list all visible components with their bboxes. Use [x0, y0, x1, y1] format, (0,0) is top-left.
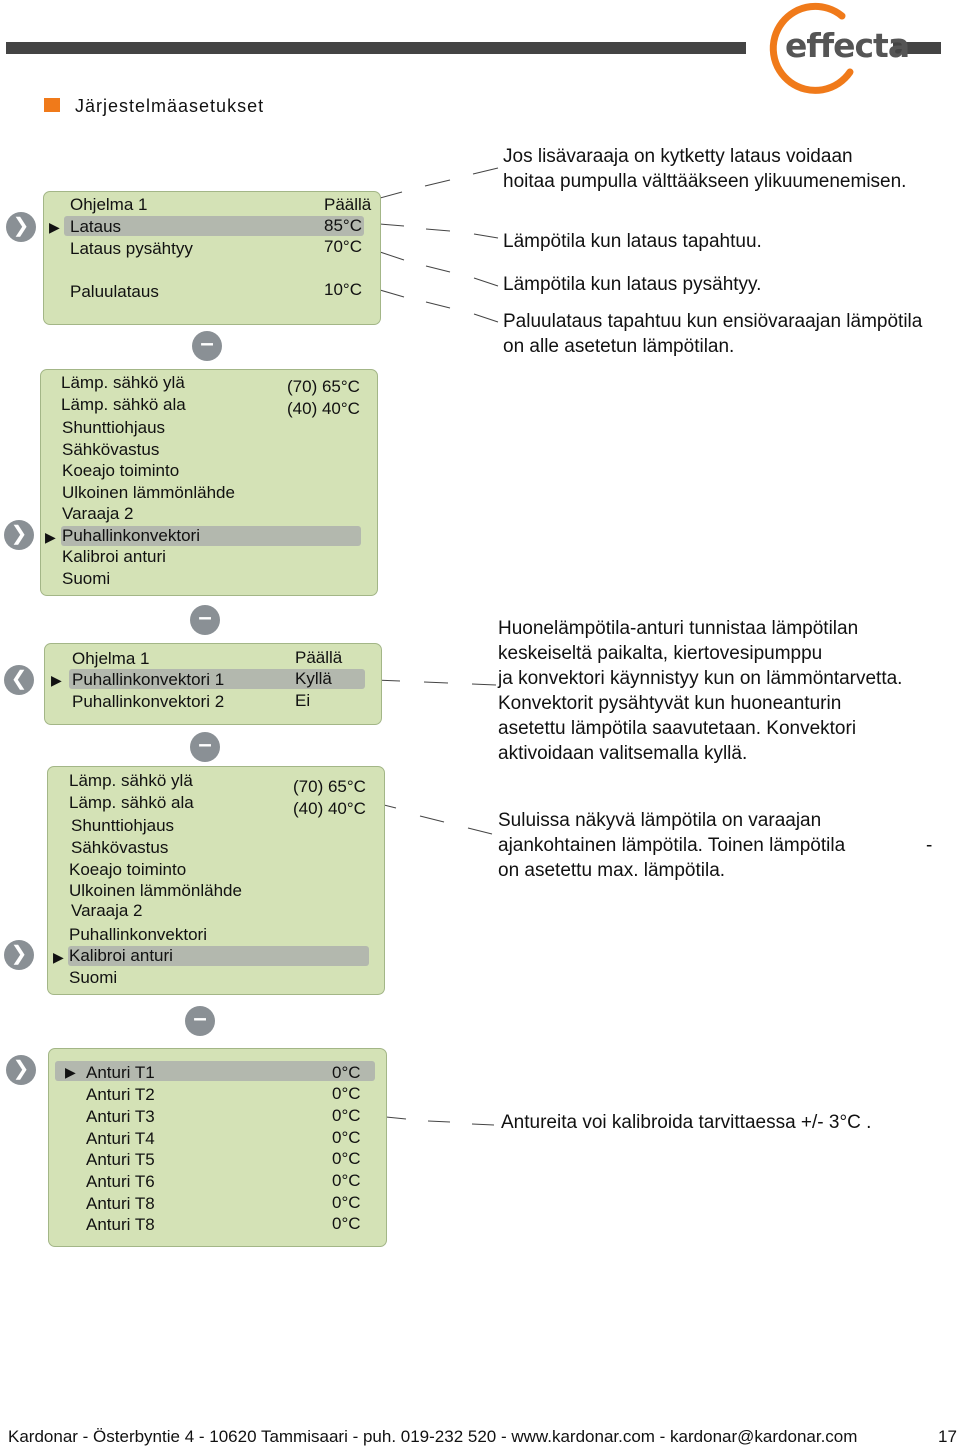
- menu-row-value: Päällä: [295, 648, 343, 667]
- menu-row-value: 0°C: [332, 1193, 361, 1212]
- chevron-right-icon: ❯: [4, 940, 34, 970]
- nav-forward-button[interactable]: [4, 940, 34, 970]
- note-line: aktivoidaan valitsemalla kyllä.: [498, 743, 748, 764]
- menu-row-label[interactable]: Puhallinkonvektori: [69, 925, 207, 944]
- back-button[interactable]: [190, 732, 220, 762]
- menu-row-label[interactable]: Lataus pysähtyy: [70, 239, 193, 258]
- menu-row-label[interactable]: Puhallinkonvektori 1: [72, 670, 225, 689]
- menu-row-value: (70) 65°C: [287, 377, 360, 396]
- note-line: hoitaa pumpulla välttääkseen ylikuumenemisen.: [503, 171, 907, 192]
- menu-row-label[interactable]: Ohjelma 1: [72, 649, 150, 668]
- menu-row-label[interactable]: Kalibroi anturi: [62, 547, 166, 566]
- menu-row-value: (70) 65°C: [293, 777, 366, 796]
- note-line: on alle asetetun lämpötilan.: [503, 336, 735, 357]
- selection-arrow-icon: ▶: [45, 529, 56, 545]
- menu-panel-2: [40, 369, 378, 596]
- menu-row-value: 0°C: [332, 1084, 361, 1103]
- note-aux-heater: [503, 144, 906, 194]
- note-calibrate: Antureita voi kalibroida tarvittaessa +/- 3°C .: [501, 1112, 872, 1133]
- menu-panel-5: [48, 1048, 387, 1247]
- menu-row-label[interactable]: Anturi T8: [86, 1215, 155, 1234]
- menu-row-value: 85°C: [324, 216, 362, 235]
- menu-row-label[interactable]: Anturi T1: [86, 1063, 155, 1082]
- note-charge-stop: Lämpötila kun lataus pysähtyy.: [503, 274, 762, 295]
- menu-row-label[interactable]: Sähkövastus: [71, 838, 169, 857]
- menu-row-label[interactable]: Anturi T6: [86, 1172, 155, 1191]
- menu-row-label[interactable]: Lämp. sähkö ylä: [69, 771, 193, 790]
- menu-row-label[interactable]: Puhallinkonvektori: [62, 526, 200, 545]
- minus-icon: –: [190, 732, 220, 762]
- menu-row-label[interactable]: Lämp. sähkö ylä: [61, 373, 185, 392]
- note-line: Jos lisävaraaja on kytketty lataus voidaan: [503, 146, 853, 167]
- footer-text: Kardonar - Österbyntie 4 - 10620 Tammisaari - puh. 019-232 520 - www.kardonar.com - kardonar@kardonar.com: [8, 1427, 858, 1446]
- menu-row-label[interactable]: Anturi T3: [86, 1107, 155, 1126]
- menu-panel-1: [43, 191, 381, 325]
- note-line: ja konvektori käynnistyy kun on lämmöntarvetta.: [498, 668, 903, 689]
- menu-row-label[interactable]: Anturi T2: [86, 1085, 155, 1104]
- menu-row-label[interactable]: Koeajo toiminto: [62, 461, 180, 480]
- selection-arrow-icon: ▶: [53, 949, 64, 965]
- menu-row-value: Kyllä: [295, 669, 332, 688]
- note-line: Suluissa näkyvä lämpötila on varaajan: [498, 810, 822, 831]
- menu-row-label[interactable]: Koeajo toiminto: [69, 860, 187, 879]
- note-dash: -: [926, 835, 933, 856]
- nav-forward-button[interactable]: [6, 1055, 36, 1085]
- chevron-right-icon: ❯: [6, 1055, 36, 1085]
- note-line: Huonelämpötila-anturi tunnistaa lämpötilan: [498, 618, 859, 639]
- menu-row-label[interactable]: Anturi T4: [86, 1129, 155, 1148]
- menu-row-value: (40) 40°C: [293, 799, 366, 818]
- menu-row-label[interactable]: Shunttiohjaus: [71, 816, 175, 835]
- menu-row-label[interactable]: Lämp. sähkö ala: [69, 793, 194, 812]
- note-return-charge: [503, 309, 922, 359]
- menu-row-label[interactable]: Varaaja 2: [62, 504, 134, 523]
- menu-panel-3: [44, 643, 382, 725]
- section-title: Järjestelmäasetukset: [75, 96, 265, 116]
- menu-row-label[interactable]: Kalibroi anturi: [69, 946, 173, 965]
- menu-row-value: 10°C: [324, 280, 362, 299]
- back-button[interactable]: [185, 1006, 215, 1036]
- menu-row-value: Päällä: [324, 195, 372, 214]
- menu-row-value: 0°C: [332, 1149, 361, 1168]
- selection-arrow-icon: ▶: [51, 672, 62, 688]
- selection-arrow-icon: ▶: [49, 219, 60, 235]
- chevron-right-icon: ❯: [4, 520, 34, 550]
- menu-row-value: 0°C: [332, 1128, 361, 1147]
- menu-row-label[interactable]: Lämp. sähkö ala: [61, 395, 186, 414]
- page-number: 17: [938, 1427, 957, 1446]
- note-line: on asetettu max. lämpötila.: [498, 860, 726, 881]
- menu-row-label[interactable]: Shunttiohjaus: [62, 418, 166, 437]
- note-line: ajankohtainen lämpötila. Toinen lämpötila: [498, 835, 846, 856]
- minus-icon: –: [190, 605, 220, 635]
- menu-row-label[interactable]: Anturi T8: [86, 1194, 155, 1213]
- menu-row-label[interactable]: Anturi T5: [86, 1150, 155, 1169]
- nav-back-button[interactable]: [4, 665, 34, 695]
- menu-row-label[interactable]: Puhallinkonvektori 2: [72, 692, 225, 711]
- note-line: Paluulataus tapahtuu kun ensiövaraajan lämpötila: [503, 311, 923, 332]
- menu-row-label[interactable]: Sähkövastus: [62, 440, 160, 459]
- nav-forward-button[interactable]: [6, 212, 36, 242]
- menu-row-value: (40) 40°C: [287, 399, 360, 418]
- menu-panel-4: [47, 766, 385, 995]
- note-line: Konvektorit pysähtyvät kun huoneanturin: [498, 693, 842, 714]
- menu-row-label[interactable]: Suomi: [69, 968, 118, 987]
- menu-row-value: 70°C: [324, 237, 362, 256]
- menu-row-label[interactable]: Paluulataus: [70, 282, 159, 301]
- menu-row-label[interactable]: Suomi: [62, 569, 111, 588]
- menu-row-label[interactable]: Ohjelma 1: [70, 195, 148, 214]
- chevron-right-icon: ❯: [6, 212, 36, 242]
- menu-row-label[interactable]: Lataus: [70, 217, 122, 236]
- menu-row-value: Ei: [295, 691, 311, 710]
- note-line: asetettu lämpötila saavutetaan. Konvektori: [498, 718, 857, 739]
- back-button[interactable]: [192, 331, 222, 361]
- selection-arrow-icon: ▶: [65, 1064, 76, 1080]
- menu-row-value: 0°C: [332, 1106, 361, 1125]
- minus-icon: –: [192, 331, 222, 361]
- note-line: keskeiseltä paikalta, kiertovesipumppu: [498, 643, 823, 664]
- nav-forward-button[interactable]: [4, 520, 34, 550]
- back-button[interactable]: [190, 605, 220, 635]
- note-temperatures: [498, 808, 845, 883]
- note-room-sensor: [498, 616, 902, 766]
- logo-text: effecta: [785, 26, 910, 65]
- menu-row-value: 0°C: [332, 1171, 361, 1190]
- minus-icon: –: [185, 1006, 215, 1036]
- menu-row-value: 0°C: [332, 1063, 361, 1082]
- chevron-left-icon: ❮: [4, 665, 34, 695]
- menu-row-label[interactable]: Ulkoinen lämmönlähde: [62, 483, 235, 502]
- menu-row-label[interactable]: Varaaja 2: [71, 901, 143, 920]
- menu-row-value: 0°C: [332, 1214, 361, 1233]
- menu-row-label[interactable]: Ulkoinen lämmönlähde: [69, 881, 242, 900]
- note-charge-start: Lämpötila kun lataus tapahtuu.: [503, 231, 762, 252]
